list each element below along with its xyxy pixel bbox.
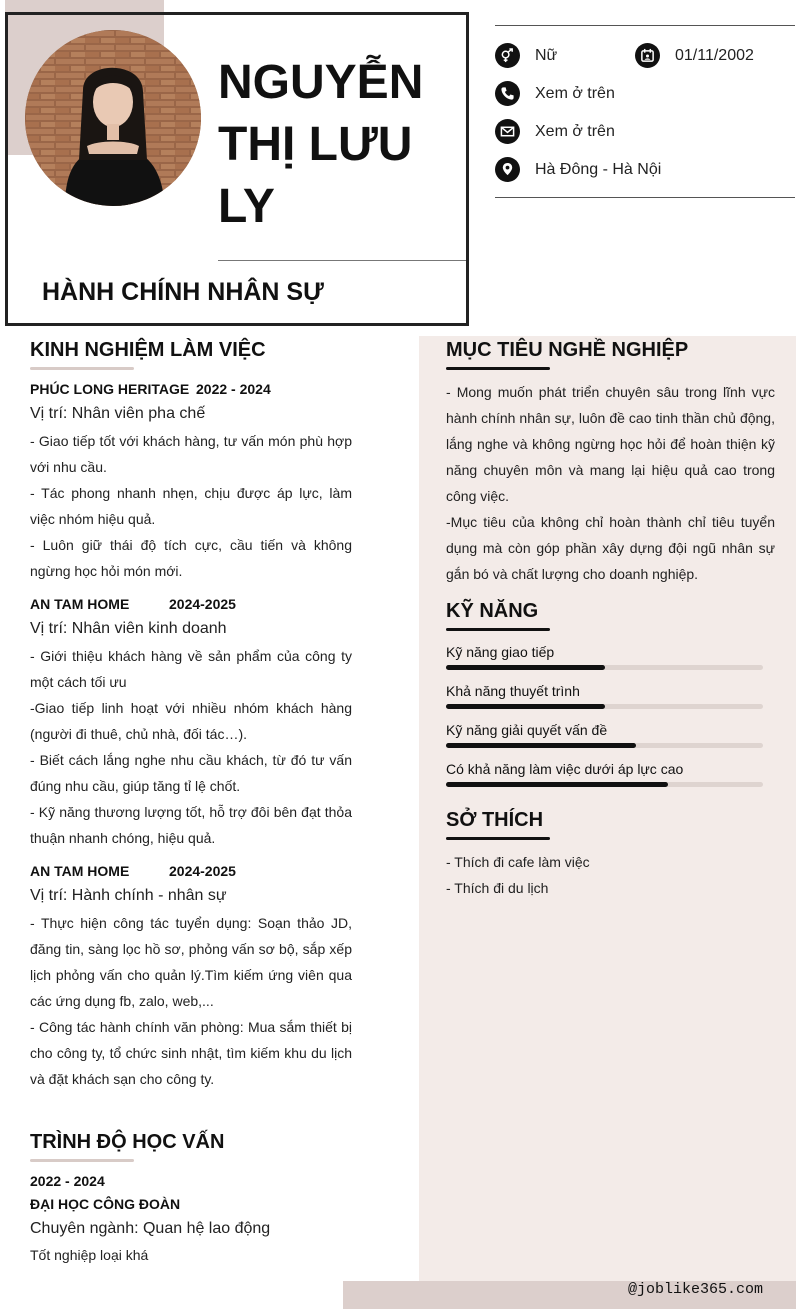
name-line: LY	[218, 180, 275, 233]
email-icon	[495, 119, 520, 144]
gender-icon	[495, 43, 520, 68]
skill-item	[446, 683, 763, 703]
hobbies-underline	[446, 837, 550, 840]
hobby-item: - Thích đi cafe làm việc	[446, 854, 590, 870]
profile-photo	[25, 30, 201, 206]
job-company: AN TAM HOME	[30, 863, 130, 879]
job-dates: 2024-2025	[169, 863, 236, 879]
job-bullet: - Giao tiếp tốt với khách hàng, tư vấn món phù hợp với nhu cầu.	[30, 433, 352, 475]
job-dates: 2022 - 2024	[196, 381, 271, 397]
skill-label: Kỹ năng giao tiếp	[446, 644, 555, 660]
job-1-bullets	[30, 428, 352, 584]
job-company: PHÚC LONG HERITAGE	[30, 381, 190, 397]
job-bullet: -Giao tiếp linh hoạt với nhiều nhóm khách hàng (người đi thuê, chủ nhà, đối tác…).	[30, 700, 352, 742]
contact-phone	[495, 81, 615, 106]
education-years: 2022 - 2024	[30, 1173, 105, 1189]
job-bullet: - Kỹ năng thương lượng tốt, hỗ trợ đôi bên đạt thỏa thuận nhanh chóng, hiệu quả.	[30, 804, 352, 846]
hobby-item: - Thích đi du lịch	[446, 880, 549, 896]
job-2-header	[30, 596, 236, 612]
skill-bar-fill	[446, 782, 668, 787]
skill-bar-track	[446, 743, 763, 748]
skill-item	[446, 722, 763, 742]
contact-gender	[495, 43, 557, 68]
skill-bar-fill	[446, 704, 605, 709]
job-dates: 2024-2025	[169, 596, 236, 612]
hobbies-list	[446, 849, 590, 901]
contact-block	[495, 25, 795, 198]
skills-underline	[446, 628, 550, 631]
name-divider	[218, 260, 466, 261]
job-title: HÀNH CHÍNH NHÂN SỰ	[42, 278, 324, 306]
job-bullet: - Tác phong nhanh nhẹn, chịu được áp lực, làm việc nhóm hiệu quả.	[30, 485, 352, 527]
job-company: AN TAM HOME	[30, 596, 130, 612]
skill-label: Khả năng thuyết trình	[446, 683, 580, 699]
job-bullet: - Giới thiệu khách hàng về sản phẩm của công ty một cách tối ưu	[30, 648, 352, 690]
candidate-name	[218, 52, 458, 238]
job-3-header	[30, 863, 236, 879]
job-bullet: - Công tác hành chính văn phòng: Mua sắm thiết bị cho công ty, tổ chức sinh nhật, tìm kiếm khu du lịch và đặt khách sạn cho công ty.	[30, 1019, 352, 1087]
name-line: NGUYỄN	[218, 56, 424, 109]
skills-title: KỸ NĂNG	[446, 600, 539, 622]
phone-icon	[495, 81, 520, 106]
skill-label: Có khả năng làm việc dưới áp lực cao	[446, 761, 684, 777]
skill-bar-track	[446, 704, 763, 709]
birthday-value: 01/11/2002	[675, 46, 754, 64]
objective-title: MỤC TIÊU NGHỀ NGHIỆP	[446, 339, 689, 361]
education-major: Chuyên ngành: Quan hệ lao động	[30, 1220, 271, 1237]
contact-email	[495, 119, 615, 144]
education-school: ĐẠI HỌC CÔNG ĐOÀN	[30, 1196, 181, 1212]
job-bullet: - Biết cách lắng nghe nhu cầu khách, từ đó tư vấn đúng nhu cầu, giúp tăng tỉ lệ chốt.	[30, 752, 352, 794]
hobbies-title: SỞ THÍCH	[446, 809, 544, 831]
job-bullet: - Thực hiện công tác tuyển dụng: Soạn thảo JD, đăng tin, sàng lọc hồ sơ, phỏng vấn sơ bộ, sắp xếp lịch phỏng vấn cho quản lý.Tìm kiếm ứng viên qua các ứng dụng fb, zalo, web,...	[30, 915, 352, 1009]
avatar	[25, 30, 201, 206]
education-grade: Tốt nghiệp loại khá	[30, 1247, 149, 1263]
experience-underline	[30, 367, 134, 370]
job-position: Vị trí: Nhân viên pha chế	[30, 405, 206, 422]
location-icon	[495, 157, 520, 182]
contact-birthday	[635, 43, 754, 68]
experience-title: KINH NGHIỆM LÀM VIỆC	[30, 339, 266, 361]
skill-bar-track	[446, 665, 763, 670]
objective-text	[446, 379, 775, 587]
job-position: Vị trí: Nhân viên kinh doanh	[30, 620, 227, 637]
objective-paragraph: - Mong muốn phát triển chuyên sâu trong lĩnh vực hành chính nhân sự, luôn đề cao tinh thần chủ động, lắng nghe và không ngừng học hỏi để hoàn thiện kỹ năng chuyên môn và mang lại hiệu quả cao trong công việc.	[446, 384, 775, 504]
job-2-bullets	[30, 643, 352, 851]
job-position: Vị trí: Hành chính - nhân sự	[30, 887, 227, 904]
address-value: Hà Đông - Hà Nội	[535, 160, 662, 178]
job-bullet: - Luôn giữ thái độ tích cực, cầu tiến và không ngừng học hỏi món mới.	[30, 537, 352, 579]
phone-value: Xem ở trên	[535, 84, 615, 102]
objective-paragraph: -Mục tiêu của không chỉ hoàn thành chỉ tiêu tuyển dụng mà còn góp phần xây dựng đội ngũ nhân sự gắn bó và chất lượng cho doanh nghiệp.	[446, 514, 775, 582]
education-underline	[30, 1159, 134, 1162]
skill-item	[446, 644, 763, 664]
skill-bar-fill	[446, 665, 605, 670]
education-title: TRÌNH ĐỘ HỌC VẤN	[30, 1131, 225, 1153]
name-line: THỊ LƯU	[218, 118, 413, 171]
contact-address	[495, 157, 661, 182]
objective-underline	[446, 367, 550, 370]
skill-item	[446, 761, 763, 781]
skill-bar-track	[446, 782, 763, 787]
email-value: Xem ở trên	[535, 122, 615, 140]
skill-bar-fill	[446, 743, 636, 748]
watermark-text: @joblike365.com	[627, 1281, 763, 1298]
gender-value: Nữ	[535, 46, 558, 64]
calendar-icon	[635, 43, 660, 68]
job-3-bullets	[30, 910, 352, 1092]
skill-label: Kỹ năng giải quyết vấn đề	[446, 722, 608, 738]
job-1-header	[30, 381, 271, 397]
